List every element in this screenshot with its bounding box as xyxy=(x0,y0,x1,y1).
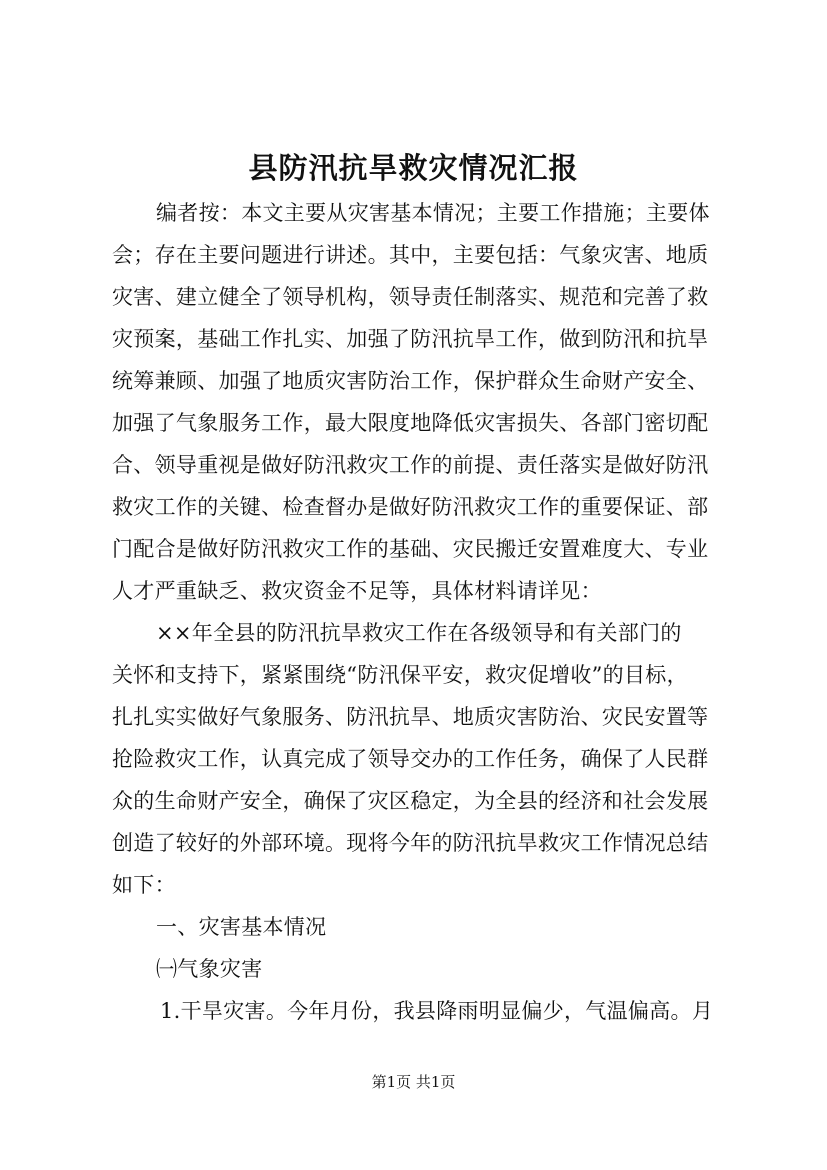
section-heading: 一、灾害基本情况 xyxy=(156,915,327,939)
paragraph-line: 1.干旱灾害。今年月份，我县降雨明显偏少，气温偏高。月 xyxy=(160,999,714,1023)
paragraph-line: 合、领导重视是做好防汛救灾工作的前提、责任落实是做好防汛 xyxy=(112,453,709,477)
paragraph-line: 编者按：本文主要从灾害基本情况；主要工作措施；主要体 xyxy=(156,201,710,225)
paragraph-line: 统筹兼顾、加强了地质灾害防治工作，保护群众生命财产安全、 xyxy=(112,369,709,393)
paragraph-line: 门配合是做好防汛救灾工作的基础、灾民搬迁安置难度大、专业 xyxy=(112,537,709,561)
page-footer: 第1页 共1页 xyxy=(371,1073,456,1091)
document-title: 县防汛抗旱救灾情况汇报 xyxy=(248,151,579,185)
paragraph-line: 会；存在主要问题进行讲述。其中，主要包括：气象灾害、地质 xyxy=(112,243,709,267)
paragraph-line: 救灾工作的关键、检查督办是做好防汛救灾工作的重要保证、部 xyxy=(112,495,709,519)
subsection-heading: ㈠气象灾害 xyxy=(156,957,263,981)
paragraph-line: 关怀和支持下，紧紧围绕“防汛保平安，救灾促增收”的目标， xyxy=(112,663,688,687)
paragraph-line: 灾害、建立健全了领导机构，领导责任制落实、规范和完善了救 xyxy=(112,285,709,309)
paragraph-line: 创造了较好的外部环境。现将今年的防汛抗旱救灾工作情况总结 xyxy=(112,831,709,855)
paragraph-line: 灾预案，基础工作扎实、加强了防汛抗旱工作，做到防汛和抗旱 xyxy=(112,327,709,351)
paragraph-line: 人才严重缺乏、救灾资金不足等，具体材料请详见： xyxy=(112,579,602,603)
paragraph-line: 如下： xyxy=(112,873,176,897)
paragraph-line: 扎扎实实做好气象服务、防汛抗旱、地质灾害防治、灾民安置等 xyxy=(112,705,709,729)
paragraph-line: 众的生命财产安全，确保了灾区稳定，为全县的经济和社会发展 xyxy=(112,789,709,813)
paragraph-line: 抢险救灾工作，认真完成了领导交办的工作任务，确保了人民群 xyxy=(112,747,709,771)
paragraph-line: ××年全县的防汛抗旱救灾工作在各级领导和有关部门的 xyxy=(156,621,682,645)
paragraph-line: 加强了气象服务工作，最大限度地降低灾害损失、各部门密切配 xyxy=(112,411,709,435)
